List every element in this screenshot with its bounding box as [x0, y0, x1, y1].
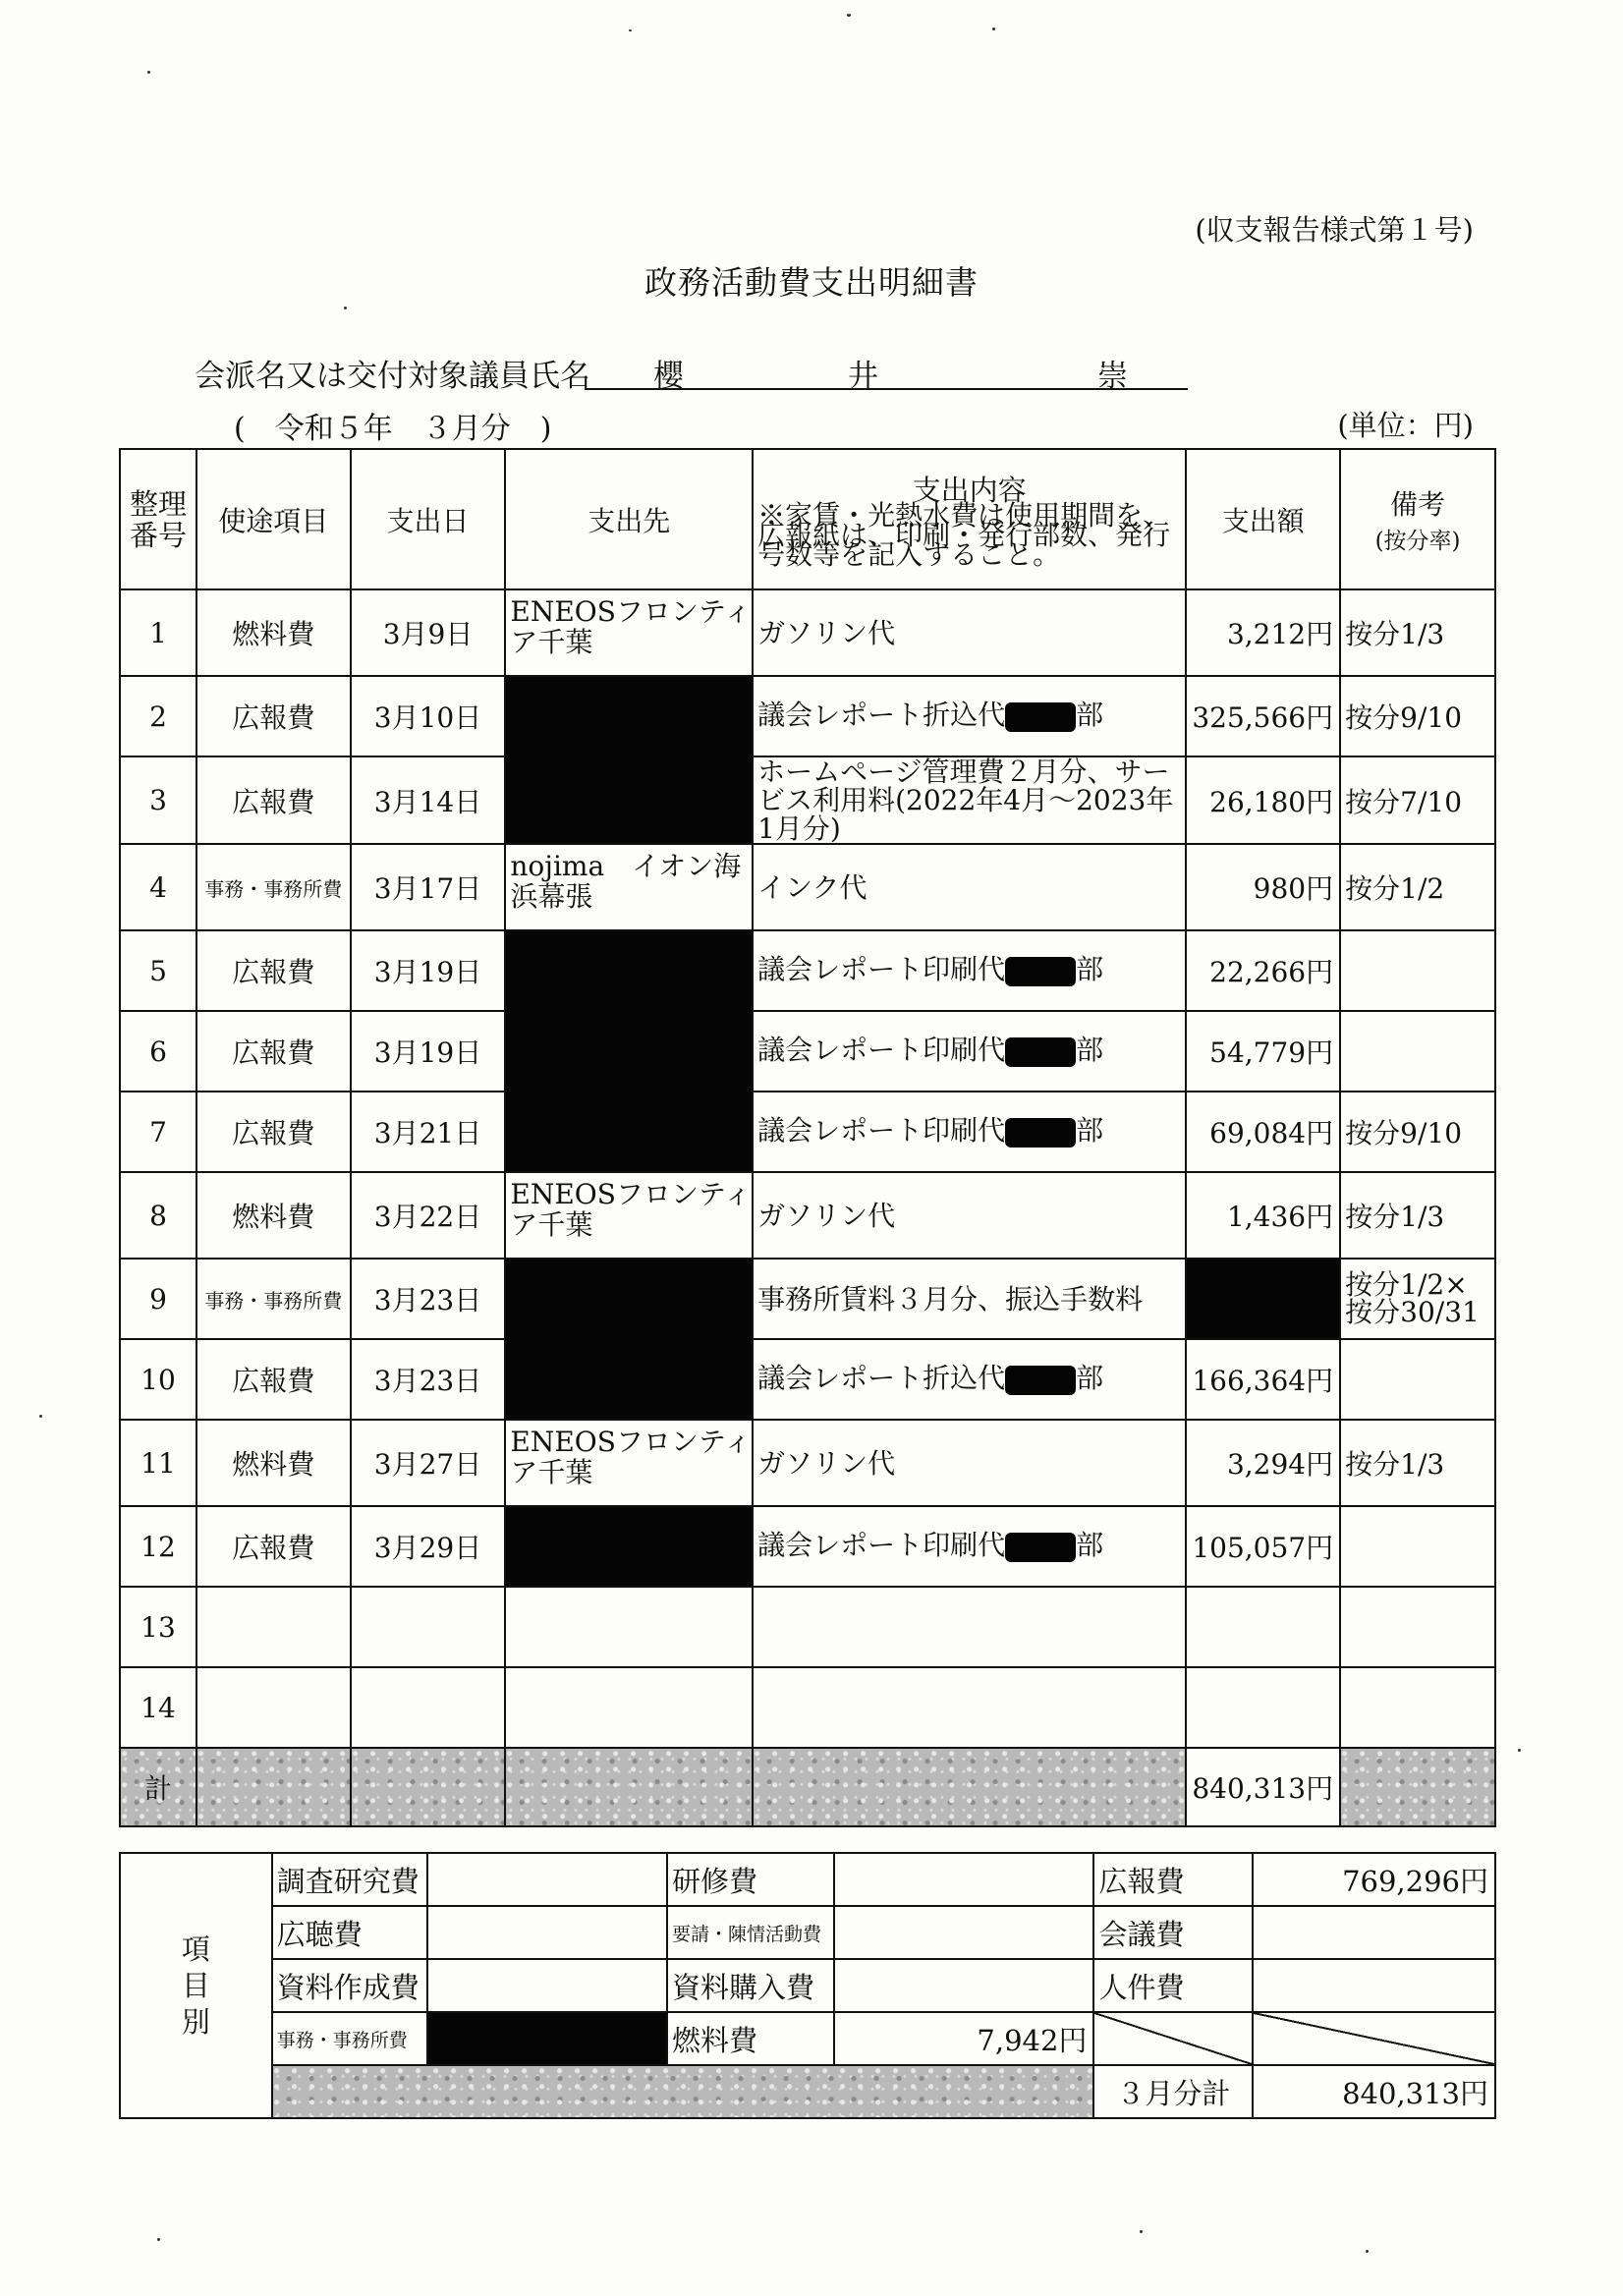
row-amount: 69,084円 [1186, 1092, 1340, 1172]
redacted-count [1005, 1533, 1076, 1562]
table-row [120, 1587, 1495, 1667]
total-shade [753, 1748, 1186, 1826]
row-date: 3月23日 [351, 1259, 506, 1339]
row-no: 14 [120, 1667, 196, 1748]
row-payee: nojima イオン海浜幕張 [505, 844, 753, 930]
unit-label: (単位：円) [1337, 409, 1474, 442]
group-label: 会派名又は交付対象議員氏名 [195, 359, 590, 394]
row-date: 3月27日 [351, 1420, 506, 1506]
summary-office-label: 事務・事務所費 [272, 2012, 427, 2065]
period-label: ( 令和５年 ３月分 ) [234, 412, 552, 446]
row-amount: 54,779円 [1186, 1011, 1340, 1092]
row-content [753, 1587, 1186, 1667]
row-date: 3月21日 [351, 1092, 506, 1172]
row-no: 13 [120, 1587, 196, 1667]
redacted-count [1005, 702, 1076, 732]
summary-personnel-value [1253, 1959, 1495, 2012]
row-remarks: 按分7/10 [1340, 756, 1495, 844]
total-shade [505, 1748, 753, 1826]
summary-hearing-value [427, 1906, 668, 1959]
scan-speck [629, 29, 632, 31]
table-row [120, 844, 1495, 930]
table-header-row [120, 449, 1495, 589]
scan-speck [1518, 1749, 1521, 1752]
row-date [351, 1667, 506, 1748]
summary-materials-buy-value [834, 1959, 1094, 2012]
summary-petition-label: 要請・陳情活動費 [667, 1906, 834, 1959]
summary-materials-buy-label: 資料購入費 [667, 1959, 834, 2012]
redacted-payee [505, 930, 753, 1172]
table-row [120, 930, 1495, 1011]
member-name-part: 井 [848, 359, 878, 394]
row-no: 9 [120, 1259, 196, 1339]
summary-personnel-label: 人件費 [1093, 1959, 1253, 2012]
table-row [120, 1667, 1495, 1748]
form-number: (収支報告様式第１号) [1195, 213, 1474, 247]
table-row [120, 1420, 1495, 1506]
row-category [196, 1667, 351, 1748]
scan-speck [157, 2238, 160, 2241]
row-date: 3月14日 [351, 756, 506, 844]
row-remarks [1340, 1339, 1495, 1420]
row-remarks [1340, 1587, 1495, 1667]
row-date: 3月29日 [351, 1506, 506, 1587]
row-amount: 3,294円 [1186, 1420, 1340, 1506]
row-category: 燃料費 [196, 589, 351, 676]
total-amount: 840,313円 [1186, 1748, 1340, 1826]
expense-table [119, 448, 1496, 1827]
row-date: 3月17日 [351, 844, 506, 930]
row-payee [505, 1587, 753, 1667]
row-no: 1 [120, 589, 196, 676]
summary-row [120, 2012, 1495, 2065]
row-remarks: 按分1/3 [1340, 589, 1495, 676]
header-payee: 支出先 [505, 449, 753, 589]
row-no: 12 [120, 1506, 196, 1587]
header-no: 整理番号 [120, 449, 196, 589]
row-content: 議会レポート印刷代 部 [753, 930, 1186, 1011]
redacted-count [1005, 957, 1076, 986]
table-row [120, 1092, 1495, 1172]
row-content: 議会レポート印刷代 部 [753, 1011, 1186, 1092]
redacted-count [1005, 1366, 1076, 1395]
summary-meeting-label: 会議費 [1093, 1906, 1253, 1959]
scan-speck [847, 14, 851, 17]
row-no: 6 [120, 1011, 196, 1092]
row-amount: 26,180円 [1186, 756, 1340, 844]
summary-row [120, 1906, 1495, 1959]
row-remarks: 按分1/2 [1340, 844, 1495, 930]
document-title: 政務活動費支出明細書 [644, 263, 979, 302]
row-remarks [1340, 930, 1495, 1011]
summary-row [120, 1959, 1495, 2012]
row-no: 8 [120, 1172, 196, 1259]
row-category: 広報費 [196, 1092, 351, 1172]
header-remarks [1340, 449, 1495, 589]
table-row [120, 1259, 1495, 1339]
row-amount: 166,364円 [1186, 1339, 1340, 1420]
row-category: 広報費 [196, 756, 351, 844]
row-category: 広報費 [196, 930, 351, 1011]
row-date: 3月9日 [351, 589, 506, 676]
row-remarks [1340, 1506, 1495, 1587]
row-remarks: 按分9/10 [1340, 1092, 1495, 1172]
row-content [753, 1667, 1186, 1748]
summary-research-label: 調査研究費 [272, 1853, 427, 1906]
row-category: 燃料費 [196, 1172, 351, 1259]
row-date: 3月19日 [351, 1011, 506, 1092]
header-remarks-title: 備考 [1390, 488, 1446, 521]
header-date: 支出日 [351, 449, 506, 589]
row-amount: 105,057円 [1186, 1506, 1340, 1587]
header-amount: 支出額 [1186, 449, 1340, 589]
table-row [120, 676, 1495, 756]
row-category: 広報費 [196, 1011, 351, 1092]
summary-fuel-value: 7,942円 [834, 2012, 1094, 2065]
scan-speck [992, 28, 995, 30]
row-content: 議会レポート折込代 部 [753, 1339, 1186, 1420]
row-remarks [1340, 1667, 1495, 1748]
row-remarks: 按分9/10 [1340, 676, 1495, 756]
summary-materials-make-value [427, 1959, 668, 2012]
row-content: 議会レポート印刷代 部 [753, 1506, 1186, 1587]
row-content: 議会レポート印刷代 部 [753, 1092, 1186, 1172]
summary-blank-diagonal [1093, 2012, 1253, 2065]
member-name-part: 崇 [1097, 359, 1128, 394]
summary-pr-value: 769,296円 [1253, 1853, 1495, 1906]
member-name-part: 櫻 [653, 359, 684, 394]
table-row [120, 589, 1495, 676]
summary-table [119, 1852, 1496, 2119]
row-remarks: 按分1/2×按分30/31 [1340, 1259, 1495, 1339]
total-shade [351, 1748, 506, 1826]
table-row [120, 1339, 1495, 1420]
row-date: 3月10日 [351, 676, 506, 756]
row-payee: ENEOSフロンティア千葉 [505, 589, 753, 676]
row-content: ガソリン代 [753, 1172, 1186, 1259]
row-amount: 22,266円 [1186, 930, 1340, 1011]
row-amount [1186, 1587, 1340, 1667]
table-row [120, 1011, 1495, 1092]
summary-training-value [834, 1853, 1094, 1906]
redacted-payee [505, 676, 753, 844]
row-date: 3月23日 [351, 1339, 506, 1420]
row-no: 2 [120, 676, 196, 756]
scan-speck [147, 71, 150, 74]
scan-speck [1140, 2230, 1143, 2233]
row-payee: ENEOSフロンティア千葉 [505, 1420, 753, 1506]
row-payee [505, 1667, 753, 1748]
redacted-payee [505, 1506, 753, 1587]
row-no: 3 [120, 756, 196, 844]
total-shade [196, 1748, 351, 1826]
summary-pr-label: 広報費 [1093, 1853, 1253, 1906]
summary-row [120, 2065, 1495, 2118]
header-content [753, 449, 1186, 589]
row-category: 事務・事務所費 [196, 1259, 351, 1339]
table-row [120, 756, 1495, 844]
summary-side-label: 項 目 別 [120, 1853, 272, 2118]
row-date: 3月19日 [351, 930, 506, 1011]
row-content: ガソリン代 [753, 1420, 1186, 1506]
summary-month-total-label: ３月分計 [1093, 2065, 1253, 2118]
row-content: ホームページ管理費２月分、サービス利用料(2022年4月～2023年1月分) [753, 756, 1186, 844]
summary-row [120, 1853, 1495, 1906]
summary-office-value-redacted [427, 2012, 668, 2065]
row-category: 広報費 [196, 1506, 351, 1587]
summary-research-value [427, 1853, 668, 1906]
row-no: 5 [120, 930, 196, 1011]
row-amount: 980円 [1186, 844, 1340, 930]
row-amount: 325,566円 [1186, 676, 1340, 756]
scan-speck [1366, 2250, 1369, 2253]
row-date [351, 1587, 506, 1667]
row-no: 11 [120, 1420, 196, 1506]
summary-blank-diagonal [1253, 2012, 1495, 2065]
row-no: 7 [120, 1092, 196, 1172]
row-amount: 1,436円 [1186, 1172, 1340, 1259]
row-category: 広報費 [196, 676, 351, 756]
row-payee: ENEOSフロンティア千葉 [505, 1172, 753, 1259]
row-category [196, 1587, 351, 1667]
row-no: 10 [120, 1339, 196, 1420]
row-category: 広報費 [196, 1339, 351, 1420]
header-content-title: 支出内容 [912, 473, 1027, 507]
redacted-count [1005, 1037, 1076, 1067]
row-content: 事務所賃料３月分、振込手数料 [753, 1259, 1186, 1339]
scan-speck [344, 307, 347, 309]
redacted-amount [1186, 1259, 1340, 1339]
summary-meeting-value [1253, 1906, 1495, 1959]
summary-fuel-label: 燃料費 [667, 2012, 834, 2065]
table-row [120, 1172, 1495, 1259]
header-content-note: ※家賃・光熱水費は使用期間を、広報紙は、印刷・発行部数、発行号数等を記入すること。 [757, 498, 1171, 571]
summary-month-total-value: 840,313円 [1253, 2065, 1495, 2118]
redacted-count [1005, 1118, 1076, 1148]
total-label: 計 [120, 1748, 196, 1826]
row-remarks: 按分1/3 [1340, 1420, 1495, 1506]
total-shade [1340, 1748, 1495, 1826]
row-amount: 3,212円 [1186, 589, 1340, 676]
row-content: 議会レポート折込代 部 [753, 676, 1186, 756]
row-content: インク代 [753, 844, 1186, 930]
row-category: 事務・事務所費 [196, 844, 351, 930]
row-content: ガソリン代 [753, 589, 1186, 676]
member-name [585, 351, 1188, 394]
table-row [120, 1506, 1495, 1587]
summary-training-label: 研修費 [667, 1853, 834, 1906]
summary-materials-make-label: 資料作成費 [272, 1959, 427, 2012]
row-remarks [1340, 1011, 1495, 1092]
row-remarks: 按分1/3 [1340, 1172, 1495, 1259]
summary-shade [272, 2065, 1094, 2118]
total-row [120, 1748, 1495, 1826]
header-category: 使途項目 [196, 449, 351, 589]
scan-speck [39, 1415, 42, 1418]
header-remarks-sub: (按分率) [1374, 529, 1461, 554]
row-date: 3月22日 [351, 1172, 506, 1259]
redacted-payee [505, 1259, 753, 1420]
summary-petition-value [834, 1906, 1094, 1959]
summary-hearing-label: 広聴費 [272, 1906, 427, 1959]
row-amount [1186, 1667, 1340, 1748]
row-category: 燃料費 [196, 1420, 351, 1506]
row-no: 4 [120, 844, 196, 930]
